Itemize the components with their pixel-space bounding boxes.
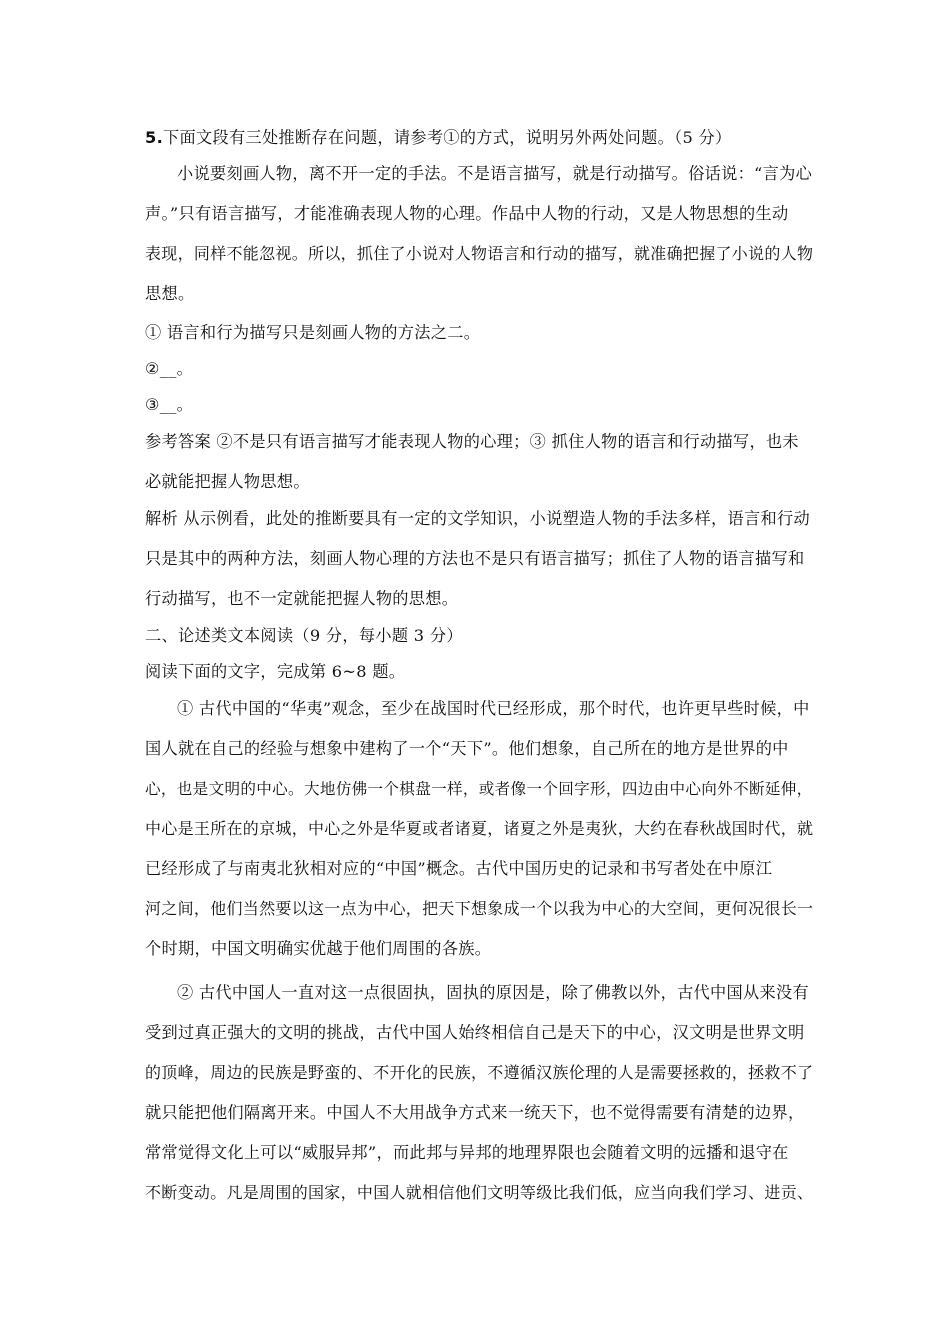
paragraph-2-line: 就只能把他们隔离开来。中国人不大用战争方式来一统天下，也不觉得需要有清楚的边界， <box>145 1103 805 1122</box>
passage-line: 思想。 <box>145 284 195 303</box>
paragraph-1-line: ① 古代中国的“华夷”观念，至少在战国时代已经形成，那个时代，也许更早些时候，中 <box>177 699 810 718</box>
passage-line: 声。”只有语言描写，才能准确表现人物的心理。作品中人物的行动，又是人物思想的生动 <box>145 204 789 223</box>
paragraph-1-line: 个时期，中国文明确实优越于他们周围的各族。 <box>145 939 492 958</box>
paragraph-2-line: 不断变动。凡是周围的国家，中国人就相信他们文明等级比我们低，应当向我们学习、进贡、 <box>145 1183 814 1202</box>
analysis-line: 解析 从示例看，此处的推断要具有一定的文学知识，小说塑造人物的手法多样，语言和行动 <box>145 509 810 528</box>
paragraph-1-line: 已经形成了与南夷北狄相对应的“中国”概念。古代中国历史的记录和书写者处在中原江 <box>145 859 773 878</box>
question-number: 5. <box>145 128 164 147</box>
paragraph-2-line: 常常觉得文化上可以“威服异邦”，而此邦与异邦的地理界限也会随着文明的远播和退守在 <box>145 1143 789 1162</box>
answer-item-3: ③__。 <box>145 395 194 414</box>
reference-answer-line: 必就能把握人物思想。 <box>145 472 310 491</box>
question-5-prompt <box>145 128 820 148</box>
paragraph-1-line: 河之间，他们当然要以这一点为中心，把天下想象成一个以我为中心的大空间，更何况很长一 <box>145 899 814 918</box>
paragraph-2-line: 的顶峰，周边的民族是野蛮的、不开化的民族，不遵循汉族伦理的人是需要拯救的，拯救不了 <box>145 1063 814 1082</box>
reference-answer-line: 参考答案 ②不是只有语言描写才能表现人物的心理；③ 抓住人物的语言和行动描写，也未 <box>145 432 799 451</box>
paragraph-1-line: 国人就在自己的经验与想象中建构了一个“天下”。他们想象，自己所在的地方是世界的中 <box>145 739 789 758</box>
passage-line: 表现，同样不能忽视。所以，抓住了小说对人物语言和行动的描写，就准确把握了小说的人物 <box>145 244 814 263</box>
question-prompt-text: 下面文段有三处推断存在问题，请参考①的方式，说明另外两处问题。（5 分） <box>163 128 732 147</box>
passage-line: 小说要刻画人物，离不开一定的手法。不是语言描写，就是行动描写。俗话说：“言为心 <box>177 164 813 183</box>
paragraph-1-line: 心，也是文明的中心。大地仿佛一个棋盘一样，或者像一个回字形，四边由中心向外不断延伸， <box>145 780 813 798</box>
analysis-line: 只是其中的两种方法，刻画人物心理的方法也不是只有语言描写；抓住了人物的语言描写和 <box>145 549 805 568</box>
paragraph-2-line: ② 古代中国人一直对这一点很固执，固执的原因是，除了佛教以外，古代中国从来没有 <box>177 983 809 1002</box>
answer-item-1: ① 语言和行为描写只是刻画人物的方法之二。 <box>145 323 481 342</box>
answer-item-2: ②__。 <box>145 359 194 378</box>
paragraph-2-line: 受到过真正强大的文明的挑战，古代中国人始终相信自己是天下的中心，汉文明是世界文明 <box>145 1023 805 1042</box>
analysis-line: 行动描写，也不一定就能把握人物的思想。 <box>145 589 459 608</box>
section-instruction: 阅读下面的文字，完成第 6~8 题。 <box>145 662 406 681</box>
section-heading: 二、论述类文本阅读（9 分，每小题 3 分） <box>145 626 463 645</box>
paragraph-1-line: 中心是王所在的京城，中心之外是华夏或者诸夏，诸夏之外是夷狄，大约在春秋战国时代，就 <box>145 819 814 838</box>
